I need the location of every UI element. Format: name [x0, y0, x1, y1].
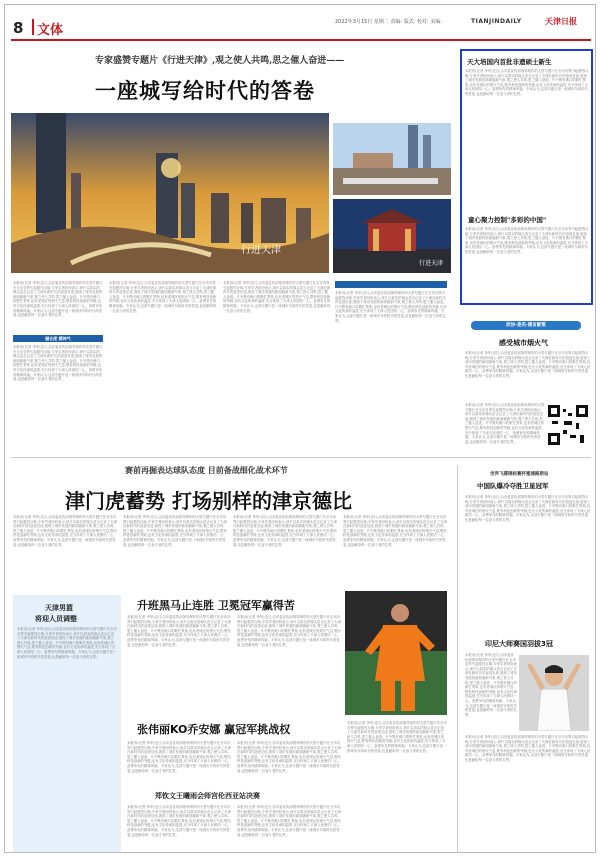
story4-title: 郑钦文王曦雨会师宫伦西亚站决赛 [155, 792, 260, 800]
box-title: 天大培国内首批非遗硕士新生 [467, 58, 552, 66]
qr-code-icon [548, 405, 588, 445]
badminton-player-photo [519, 655, 589, 731]
city-street-photo [333, 123, 451, 195]
section-bar [32, 19, 34, 35]
photo-caption-2: 行进天津 [419, 260, 444, 267]
city-skyline-photo [11, 113, 329, 273]
date-line: 2022年3月15日 星期二 责编: 版式: 校对: 美编: [335, 19, 442, 25]
sidebox-title-2: 将迎人员调整 [35, 615, 77, 623]
photo-caption-1: 行进天津 [241, 245, 281, 256]
lead-body-col1b: 本报讯(记者 李华)近日,由市委宣传部指导制作的大型专题片在全市各界引起强烈反响,专家学者纷纷表示,该片以真实的镜头语言记录了天津在新时代的奋进足迹,展现了城市发展的新面貌新气象,观之使人共鸣,思之催人奋进。片中既有港口的繁忙景象,也有老城区的烟火气息,既有科技创新的突破,也有文化传承的温度,充分体现了天津人民团结一心、奋勇争先的精神风貌。专家认为,这部专题片是一座城市写给时代的答卷,也是献给每一位奋斗者的礼赞。 [13, 345, 103, 382]
page-number: 8 [13, 19, 24, 37]
lead-headline: 一座城写给时代的答卷 [95, 79, 315, 103]
story4-body-1: 本报讯(记者 李华)近日,由市委宣传部指导制作的大型专题片在全市各界引起强烈反响,专家学者纷纷表示,该片以真实的镜头语言记录了天津在新时代的奋进足迹,展现了城市发展的新面貌新气象,观之使人共鸣,思之催人奋进。片中既有港口的繁忙景象,也有老城区的烟火气息,既有科技创新的突破,也有文化传承的温度,充分体现了天津人民团结一心、奋勇争先的精神风貌。专家认为,这部专题片是一座城市写给时代的答卷,也是献给每一位奋斗者的礼赞。 [127, 805, 231, 837]
story3-body-3: 本报讯(记者 李华)近日,由市委宣传部指导制作的大型专题片在全市各界引起强烈反响,专家学者纷纷表示,该片以真实的镜头语言记录了天津在新时代的奋进足迹,展现了城市发展的新面貌新气象,观之使人共鸣,思之催人奋进。片中既有港口的繁忙景象,也有老城区的烟火气息,既有科技创新的突破,也有文化传承的温度,充分体现了天津人民团结一心、奋勇争先的精神风貌。专家认为,这部专题片是一座城市写给时代的答卷,也是献给每一位奋斗者的礼赞。 [347, 721, 447, 753]
right-article-body: 本报讯(记者 李华)近日,由市委宣传部指导制作的大型专题片在全市各界引起强烈反响,专家学者纷纷表示,该片以真实的镜头语言记录了天津在新时代的奋进足迹,展现了城市发展的新面貌新气象,观之使人共鸣,思之催人奋进。片中既有港口的繁忙景象,也有老城区的烟火气息,既有科技创新的突破,也有文化传承的温度,充分体现了天津人民团结一心、奋勇争先的精神风貌。专家认为,这部专题片是一座城市写给时代的答卷,也是献给每一位奋斗者的礼赞。 [465, 351, 591, 378]
sports-headline: 津门虎蓄势 打场别样的津京德比 [65, 489, 352, 513]
right-sports-title: 中国队爆冷夺胜卫星冠军 [477, 482, 549, 490]
box-subtitle: 童心聚力控制"多彩的中国" [468, 216, 547, 224]
column-divider [457, 465, 458, 853]
masthead-rule [11, 39, 591, 41]
story4-body-2: 本报讯(记者 李华)近日,由市委宣传部指导制作的大型专题片在全市各界引起强烈反响,专家学者纷纷表示,该片以真实的镜头语言记录了天津在新时代的奋进足迹,展现了城市发展的新面貌新气象,观之使人共鸣,思之催人奋进。片中既有港口的繁忙景象,也有老城区的烟火气息,既有科技创新的突破,也有文化传承的温度,充分体现了天津人民团结一心、奋勇争先的精神风貌。专家认为,这部专题片是一座城市写给时代的答卷,也是献给每一位奋斗者的礼赞。 [237, 805, 341, 837]
lead-body-col4: 本报讯(记者 李华)近日,由市委宣传部指导制作的大型专题片在全市各界引起强烈反响,专家学者纷纷表示,该片以真实的镜头语言记录了天津在新时代的奋进足迹,展现了城市发展的新面貌新气象,观之使人共鸣,思之催人奋进。片中既有港口的繁忙景象,也有老城区的烟火气息,既有科技创新的突破,也有文化传承的温度,充分体现了天津人民团结一心、奋勇争先的精神风貌。专家认为,这部专题片是一座城市写给时代的答卷,也是献给每一位奋斗者的礼赞。 [335, 291, 447, 323]
story2-body-2: 本报讯(记者 李华)近日,由市委宣传部指导制作的大型专题片在全市各界引起强烈反响,专家学者纷纷表示,该片以真实的镜头语言记录了天津在新时代的奋进足迹,展现了城市发展的新面貌新气象,观之使人共鸣,思之催人奋进。片中既有港口的繁忙景象,也有老城区的烟火气息,既有科技创新的突破,也有文化传承的温度,充分体现了天津人民团结一心、奋勇争先的精神风貌。专家认为,这部专题片是一座城市写给时代的答卷,也是献给每一位奋斗者的礼赞。 [237, 615, 341, 647]
sports-body-4: 本报讯(记者 李华)近日,由市委宣传部指导制作的大型专题片在全市各界引起强烈反响,专家学者纷纷表示,该片以真实的镜头语言记录了天津在新时代的奋进足迹,展现了城市发展的新面貌新气象,观之使人共鸣,思之催人奋进。片中既有港口的繁忙景象,也有老城区的烟火气息,既有科技创新的突破,也有文化传承的温度,充分体现了天津人民团结一心、奋勇争先的精神风貌。专家认为,这部专题片是一座城市写给时代的答卷,也是献给每一位奋斗者的礼赞。 [343, 515, 447, 547]
story3-title: 张伟丽KO乔安娜 赢冠军挑战权 [137, 723, 291, 736]
right-article-title: 感受城市烟火气 [499, 339, 548, 347]
sidebox-title-1: 天津男篮 [45, 604, 73, 612]
lead-body-col1: 本报讯(记者 李华)近日,由市委宣传部指导制作的大型专题片在全市各界引起强烈反响,专家学者纷纷表示,该片以真实的镜头语言记录了天津在新时代的奋进足迹,展现了城市发展的新面貌新气象,观之使人共鸣,思之催人奋进。片中既有港口的繁忙景象,也有老城区的烟火气息,既有科技创新的突破,也有文化传承的温度,充分体现了天津人民团结一心、奋勇争先的精神风貌。专家认为,这部专题片是一座城市写给时代的答卷,也是献给每一位奋斗者的礼赞。 [13, 281, 103, 318]
newspaper-page [4, 4, 596, 853]
right-article-body-2: 本报讯(记者 李华)近日,由市委宣传部指导制作的大型专题片在全市各界引起强烈反响,专家学者纷纷表示,该片以真实的镜头语言记录了天津在新时代的奋进足迹,展现了城市发展的新面貌新气象,观之使人共鸣,思之催人奋进。片中既有港口的繁忙景象,也有老城区的烟火气息,既有科技创新的突破,也有文化传承的温度,充分体现了天津人民团结一心、奋勇争先的精神风貌。专家认为,这部专题片是一座城市写给时代的答卷,也是献给每一位奋斗者的礼赞。 [465, 403, 545, 444]
sidebox-body: 本报讯(记者 李华)近日,由市委宣传部指导制作的大型专题片在全市各界引起强烈反响,专家学者纷纷表示,该片以真实的镜头语言记录了天津在新时代的奋进足迹,展现了城市发展的新面貌新气象,观之使人共鸣,思之催人奋进。片中既有港口的繁忙景象,也有老城区的烟火气息,既有科技创新的突破,也有文化传承的温度,充分体现了天津人民团结一心、奋勇争先的精神风貌。专家认为,这部专题片是一座城市写给时代的答卷,也是献给每一位奋斗者的礼赞。 [17, 627, 117, 659]
right-sports-body: 本报讯(记者 李华)近日,由市委宣传部指导制作的大型专题片在全市各界引起强烈反响,专家学者纷纷表示,该片以真实的镜头语言记录了天津在新时代的奋进足迹,展现了城市发展的新面貌新气象,观之使人共鸣,思之催人奋进。片中既有港口的繁忙景象,也有老城区的烟火气息,既有科技创新的突破,也有文化传承的温度,充分体现了天津人民团结一心、奋勇争先的精神风貌。专家认为,这部专题片是一座城市写给时代的答卷,也是献给每一位奋斗者的礼赞。 [465, 495, 591, 522]
right-sports-title-2: 印尼大师赛国羽拔3冠 [485, 640, 553, 648]
sports-body-3: 本报讯(记者 李华)近日,由市委宣传部指导制作的大型专题片在全市各界引起强烈反响,专家学者纷纷表示,该片以真实的镜头语言记录了天津在新时代的奋进足迹,展现了城市发展的新面貌新气象,观之使人共鸣,思之催人奋进。片中既有港口的繁忙景象,也有老城区的烟火气息,既有科技创新的突破,也有文化传承的温度,充分体现了天津人民团结一心、奋勇争先的精神风貌。专家认为,这部专题片是一座城市写给时代的答卷,也是献给每一位奋斗者的礼赞。 [233, 515, 337, 547]
sports-body-2: 本报讯(记者 李华)近日,由市委宣传部指导制作的大型专题片在全市各界引起强烈反响,专家学者纷纷表示,该片以真实的镜头语言记录了天津在新时代的奋进足迹,展现了城市发展的新面貌新气象,观之使人共鸣,思之催人奋进。片中既有港口的繁忙景象,也有老城区的烟火气息,既有科技创新的突破,也有文化传承的温度,充分体现了天津人民团结一心、奋勇争先的精神风貌。专家认为,这部专题片是一座城市写给时代的答卷,也是献给每一位奋斗者的礼赞。 [123, 515, 227, 547]
right-sports-kicker: 世界飞碟锦标赛杯塞浦路斯站 [490, 472, 549, 477]
box-body-2: 本报讯(记者 李华)近日,由市委宣传部指导制作的大型专题片在全市各界引起强烈反响,专家学者纷纷表示,该片以真实的镜头语言记录了天津在新时代的奋进足迹,展现了城市发展的新面貌新气象,观之使人共鸣,思之催人奋进。片中既有港口的繁忙景象,也有老城区的烟火气息,既有科技创新的突破,也有文化传承的温度,充分体现了天津人民团结一心、奋勇争先的精神风貌。专家认为,这部专题片是一座城市写给时代的答卷,也是献给每一位奋斗者的礼赞。 [465, 227, 589, 254]
sports-body-1: 本报讯(记者 李华)近日,由市委宣传部指导制作的大型专题片在全市各界引起强烈反响,专家学者纷纷表示,该片以真实的镜头语言记录了天津在新时代的奋进足迹,展现了城市发展的新面貌新气象,观之使人共鸣,思之催人奋进。片中既有港口的繁忙景象,也有老城区的烟火气息,既有科技创新的突破,也有文化传承的温度,充分体现了天津人民团结一心、奋勇争先的精神风貌。专家认为,这部专题片是一座城市写给时代的答卷,也是献给每一位奋斗者的礼赞。 [13, 515, 117, 547]
lead-subhead-bar [13, 335, 103, 342]
story3-body-2: 本报讯(记者 李华)近日,由市委宣传部指导制作的大型专题片在全市各界引起强烈反响,专家学者纷纷表示,该片以真实的镜头语言记录了天津在新时代的奋进足迹,展现了城市发展的新面貌新气象,观之使人共鸣,思之催人奋进。片中既有港口的繁忙景象,也有老城区的烟火气息,既有科技创新的突破,也有文化传承的温度,充分体现了天津人民团结一心、奋勇争先的精神风貌。专家认为,这部专题片是一座城市写给时代的答卷,也是献给每一位奋斗者的礼赞。 [237, 741, 341, 773]
football-player-photo [345, 591, 447, 715]
sports-kicker: 赛前再掘表达球队态度 目前备战细化战术环节 [125, 465, 288, 475]
lead-body-col3: 本报讯(记者 李华)近日,由市委宣传部指导制作的大型专题片在全市各界引起强烈反响,专家学者纷纷表示,该片以真实的镜头语言记录了天津在新时代的奋进足迹,展现了城市发展的新面貌新气象,观之使人共鸣,思之催人奋进。片中既有港口的繁忙景象,也有老城区的烟火气息,既有科技创新的突破,也有文化传承的温度,充分体现了天津人民团结一心、奋勇争先的精神风貌。专家认为,这部专题片是一座城市写给时代的答卷,也是献给每一位奋斗者的礼赞。 [223, 281, 331, 313]
right-sports-body-3: 本报讯(记者 李华)近日,由市委宣传部指导制作的大型专题片在全市各界引起强烈反响,专家学者纷纷表示,该片以真实的镜头语言记录了天津在新时代的奋进足迹,展现了城市发展的新面貌新气象,观之使人共鸣,思之催人奋进。片中既有港口的繁忙景象,也有老城区的烟火气息,既有科技创新的突破,也有文化传承的温度,充分体现了天津人民团结一心、奋勇争先的精神风貌。专家认为,这部专题片是一座城市写给时代的答卷,也是献给每一位奋斗者的礼赞。 [465, 735, 591, 762]
temple-night-photo [333, 199, 451, 273]
story2-title: 升班黑马止连胜 卫冕冠军赢得苦 [137, 599, 295, 612]
column-tag [471, 321, 581, 330]
lead-body-col2: 本报讯(记者 李华)近日,由市委宣传部指导制作的大型专题片在全市各界引起强烈反响,专家学者纷纷表示,该片以真实的镜头语言记录了天津在新时代的奋进足迹,展现了城市发展的新面貌新气象,观之使人共鸣,思之催人奋进。片中既有港口的繁忙景象,也有老城区的烟火气息,既有科技创新的突破,也有文化传承的温度,充分体现了天津人民团结一心、奋勇争先的精神风貌。专家认为,这部专题片是一座城市写给时代的答卷,也是献给每一位奋斗者的礼赞。 [109, 281, 217, 313]
brand-name: TIANJINDAILY [471, 18, 522, 25]
column-tag-text: 政协·委员·建言献策 [506, 323, 546, 328]
section-title: 文体 [37, 23, 64, 38]
story2-body-1: 本报讯(记者 李华)近日,由市委宣传部指导制作的大型专题片在全市各界引起强烈反响,专家学者纷纷表示,该片以真实的镜头语言记录了天津在新时代的奋进足迹,展现了城市发展的新面貌新气象,观之使人共鸣,思之催人奋进。片中既有港口的繁忙景象,也有老城区的烟火气息,既有科技创新的突破,也有文化传承的温度,充分体现了天津人民团结一心、奋勇争先的精神风貌。专家认为,这部专题片是一座城市写给时代的答卷,也是献给每一位奋斗者的礼赞。 [127, 615, 231, 647]
newspaper-logo: 天津日报 [545, 16, 577, 26]
section-divider [11, 457, 591, 458]
box-body-1: 本报讯(记者 李华)近日,由市委宣传部指导制作的大型专题片在全市各界引起强烈反响,专家学者纷纷表示,该片以真实的镜头语言记录了天津在新时代的奋进足迹,展现了城市发展的新面貌新气象,观之使人共鸣,思之催人奋进。片中既有港口的繁忙景象,也有老城区的烟火气息,既有科技创新的突破,也有文化传承的温度,充分体现了天津人民团结一心、奋勇争先的精神风貌。专家认为,这部专题片是一座城市写给时代的答卷,也是献给每一位奋斗者的礼赞。 [465, 69, 589, 96]
lead-kicker: 专家盛赞专题片《行进天津》,观之使人共鸣,思之催人奋进—— [95, 56, 345, 66]
lead-subhead-text: 融合度 精神气 [45, 336, 71, 341]
right-sports-body-2: 本报讯(记者 李华)近日,由市委宣传部指导制作的大型专题片在全市各界引起强烈反响,专家学者纷纷表示,该片以真实的镜头语言记录了天津在新时代的奋进足迹,展现了城市发展的新面貌新气象,观之使人共鸣,思之催人奋进。片中既有港口的繁忙景象,也有老城区的烟火气息,既有科技创新的突破,也有文化传承的温度,充分体现了天津人民团结一心、奋勇争先的精神风貌。专家认为,这部专题片是一座城市写给时代的答卷,也是献给每一位奋斗者的礼赞。 [465, 653, 517, 717]
lead-subhead-bar-2 [335, 281, 447, 288]
story3-body-1: 本报讯(记者 李华)近日,由市委宣传部指导制作的大型专题片在全市各界引起强烈反响,专家学者纷纷表示,该片以真实的镜头语言记录了天津在新时代的奋进足迹,展现了城市发展的新面貌新气象,观之使人共鸣,思之催人奋进。片中既有港口的繁忙景象,也有老城区的烟火气息,既有科技创新的突破,也有文化传承的温度,充分体现了天津人民团结一心、奋勇争先的精神风貌。专家认为,这部专题片是一座城市写给时代的答卷,也是献给每一位奋斗者的礼赞。 [127, 741, 231, 773]
